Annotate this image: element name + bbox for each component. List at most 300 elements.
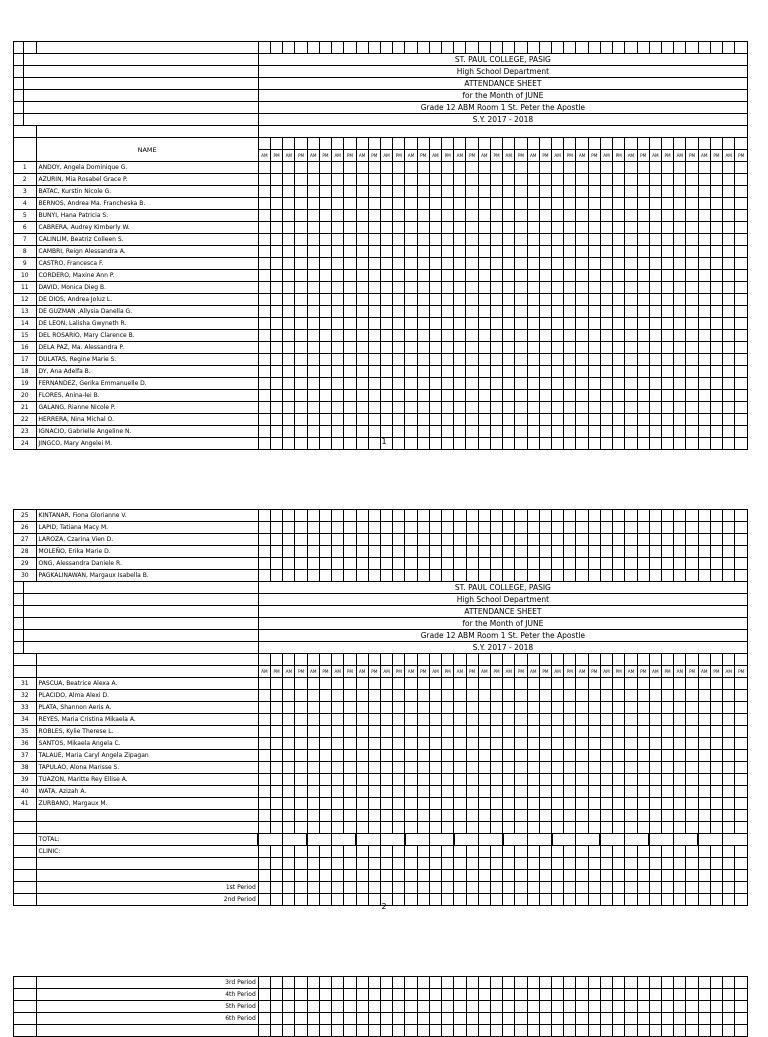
grid-cell[interactable] bbox=[588, 798, 600, 810]
grid-cell[interactable] bbox=[442, 786, 454, 798]
grid-cell[interactable] bbox=[564, 774, 576, 786]
grid-cell[interactable] bbox=[380, 534, 392, 546]
grid-cell[interactable] bbox=[271, 977, 283, 989]
grid-cell[interactable] bbox=[527, 882, 539, 894]
grid-cell[interactable] bbox=[429, 390, 441, 402]
grid-cell[interactable] bbox=[344, 690, 356, 702]
grid-cell[interactable] bbox=[454, 390, 466, 402]
grid-cell[interactable] bbox=[735, 1013, 748, 1025]
grid-cell[interactable] bbox=[686, 198, 698, 210]
grid-cell[interactable] bbox=[356, 306, 368, 318]
grid-cell[interactable] bbox=[417, 678, 429, 690]
grid-cell[interactable] bbox=[661, 378, 673, 390]
grid-cell[interactable] bbox=[307, 810, 319, 822]
grid-cell[interactable] bbox=[405, 342, 417, 354]
grid-cell[interactable] bbox=[429, 1025, 441, 1037]
grid-cell[interactable] bbox=[307, 174, 319, 186]
grid-cell[interactable] bbox=[674, 726, 686, 738]
grid-cell[interactable] bbox=[515, 390, 527, 402]
grid-cell[interactable] bbox=[344, 198, 356, 210]
grid-cell[interactable] bbox=[576, 246, 588, 258]
grid-cell[interactable] bbox=[649, 750, 661, 762]
total-cell[interactable] bbox=[698, 834, 722, 846]
grid-cell[interactable] bbox=[503, 989, 515, 1001]
grid-cell[interactable] bbox=[527, 858, 539, 870]
grid-cell[interactable] bbox=[295, 822, 307, 834]
grid-cell[interactable] bbox=[552, 42, 564, 54]
grid-cell[interactable] bbox=[270, 42, 282, 54]
grid-cell[interactable] bbox=[295, 858, 307, 870]
grid-cell[interactable] bbox=[442, 702, 454, 714]
grid-cell[interactable] bbox=[417, 510, 429, 522]
grid-cell[interactable] bbox=[466, 366, 478, 378]
grid-cell[interactable] bbox=[405, 426, 417, 438]
grid-cell[interactable] bbox=[271, 1025, 283, 1037]
grid-cell[interactable] bbox=[649, 870, 661, 882]
grid-cell[interactable] bbox=[271, 989, 283, 1001]
grid-cell[interactable] bbox=[356, 426, 368, 438]
total-cell[interactable] bbox=[283, 834, 307, 846]
grid-cell[interactable] bbox=[649, 798, 661, 810]
grid-cell[interactable] bbox=[637, 858, 649, 870]
grid-cell[interactable] bbox=[588, 558, 600, 570]
grid-cell[interactable] bbox=[662, 678, 674, 690]
grid-cell[interactable] bbox=[576, 342, 588, 354]
grid-cell[interactable] bbox=[295, 378, 307, 390]
grid-cell[interactable] bbox=[417, 198, 429, 210]
grid-cell[interactable] bbox=[380, 162, 392, 174]
grid-cell[interactable] bbox=[686, 558, 698, 570]
grid-cell[interactable] bbox=[613, 738, 625, 750]
total-cell[interactable] bbox=[454, 834, 478, 846]
grid-cell[interactable] bbox=[478, 330, 490, 342]
grid-cell[interactable] bbox=[295, 210, 307, 222]
grid-cell[interactable] bbox=[283, 654, 295, 666]
grid-cell[interactable] bbox=[661, 282, 673, 294]
grid-cell[interactable] bbox=[698, 210, 710, 222]
grid-cell[interactable] bbox=[271, 762, 283, 774]
grid-cell[interactable] bbox=[564, 558, 576, 570]
grid-cell[interactable] bbox=[552, 810, 564, 822]
grid-cell[interactable] bbox=[600, 270, 612, 282]
grid-cell[interactable] bbox=[600, 426, 612, 438]
grid-cell[interactable] bbox=[319, 786, 331, 798]
grid-cell[interactable] bbox=[319, 42, 331, 54]
grid-cell[interactable] bbox=[539, 786, 551, 798]
total-cell[interactable] bbox=[576, 834, 600, 846]
grid-cell[interactable] bbox=[490, 246, 502, 258]
grid-cell[interactable] bbox=[539, 1001, 551, 1013]
grid-cell[interactable] bbox=[564, 282, 576, 294]
grid-cell[interactable] bbox=[637, 558, 649, 570]
grid-cell[interactable] bbox=[552, 258, 564, 270]
grid-cell[interactable] bbox=[466, 870, 478, 882]
grid-cell[interactable] bbox=[600, 330, 612, 342]
grid-cell[interactable] bbox=[637, 690, 649, 702]
grid-cell[interactable] bbox=[380, 378, 392, 390]
grid-cell[interactable] bbox=[503, 750, 515, 762]
grid-cell[interactable] bbox=[564, 977, 576, 989]
grid-cell[interactable] bbox=[442, 810, 454, 822]
grid-cell[interactable] bbox=[429, 654, 441, 666]
grid-cell[interactable] bbox=[735, 198, 748, 210]
grid-cell[interactable] bbox=[564, 846, 576, 858]
grid-cell[interactable] bbox=[466, 702, 478, 714]
grid-cell[interactable] bbox=[515, 426, 527, 438]
grid-cell[interactable] bbox=[600, 822, 612, 834]
grid-cell[interactable] bbox=[674, 570, 686, 582]
grid-cell[interactable] bbox=[637, 402, 649, 414]
grid-cell[interactable] bbox=[625, 882, 637, 894]
grid-cell[interactable] bbox=[637, 750, 649, 762]
grid-cell[interactable] bbox=[258, 690, 270, 702]
grid-cell[interactable] bbox=[723, 222, 735, 234]
grid-cell[interactable] bbox=[588, 546, 600, 558]
grid-cell[interactable] bbox=[405, 702, 417, 714]
grid-cell[interactable] bbox=[380, 354, 392, 366]
grid-cell[interactable] bbox=[380, 750, 392, 762]
grid-cell[interactable] bbox=[539, 354, 551, 366]
grid-cell[interactable] bbox=[503, 222, 515, 234]
grid-cell[interactable] bbox=[380, 174, 392, 186]
grid-cell[interactable] bbox=[393, 1013, 405, 1025]
grid-cell[interactable] bbox=[295, 282, 307, 294]
grid-cell[interactable] bbox=[564, 198, 576, 210]
grid-cell[interactable] bbox=[417, 306, 429, 318]
grid-cell[interactable] bbox=[600, 1001, 612, 1013]
grid-cell[interactable] bbox=[710, 846, 722, 858]
grid-cell[interactable] bbox=[527, 426, 539, 438]
grid-cell[interactable] bbox=[539, 1025, 551, 1037]
grid-cell[interactable] bbox=[417, 858, 429, 870]
grid-cell[interactable] bbox=[417, 222, 429, 234]
grid-cell[interactable] bbox=[710, 690, 722, 702]
grid-cell[interactable] bbox=[588, 246, 600, 258]
grid-cell[interactable] bbox=[405, 510, 417, 522]
grid-cell[interactable] bbox=[356, 1025, 368, 1037]
grid-cell[interactable] bbox=[380, 270, 392, 282]
grid-cell[interactable] bbox=[564, 1025, 576, 1037]
grid-cell[interactable] bbox=[283, 989, 295, 1001]
grid-cell[interactable] bbox=[344, 738, 356, 750]
grid-cell[interactable] bbox=[674, 162, 686, 174]
grid-cell[interactable] bbox=[454, 678, 466, 690]
grid-cell[interactable] bbox=[527, 774, 539, 786]
grid-cell[interactable] bbox=[490, 750, 502, 762]
grid-cell[interactable] bbox=[735, 846, 748, 858]
grid-cell[interactable] bbox=[637, 138, 649, 150]
grid-cell[interactable] bbox=[613, 270, 625, 282]
grid-cell[interactable] bbox=[625, 714, 637, 726]
grid-cell[interactable] bbox=[429, 858, 441, 870]
grid-cell[interactable] bbox=[625, 726, 637, 738]
grid-cell[interactable] bbox=[454, 246, 466, 258]
grid-cell[interactable] bbox=[527, 798, 539, 810]
grid-cell[interactable] bbox=[307, 258, 319, 270]
grid-cell[interactable] bbox=[588, 426, 600, 438]
grid-cell[interactable] bbox=[490, 210, 502, 222]
grid-cell[interactable] bbox=[393, 678, 405, 690]
grid-cell[interactable] bbox=[515, 846, 527, 858]
grid-cell[interactable] bbox=[661, 138, 673, 150]
grid-cell[interactable] bbox=[405, 162, 417, 174]
grid-cell[interactable] bbox=[442, 738, 454, 750]
grid-cell[interactable] bbox=[283, 810, 295, 822]
grid-cell[interactable] bbox=[552, 510, 564, 522]
grid-cell[interactable] bbox=[295, 690, 307, 702]
grid-cell[interactable] bbox=[588, 378, 600, 390]
grid-cell[interactable] bbox=[344, 426, 356, 438]
grid-cell[interactable] bbox=[368, 210, 380, 222]
grid-cell[interactable] bbox=[503, 390, 515, 402]
grid-cell[interactable] bbox=[503, 762, 515, 774]
grid-cell[interactable] bbox=[527, 162, 539, 174]
grid-cell[interactable] bbox=[258, 414, 270, 426]
grid-cell[interactable] bbox=[698, 42, 710, 54]
grid-cell[interactable] bbox=[490, 654, 502, 666]
grid-cell[interactable] bbox=[503, 138, 515, 150]
grid-cell[interactable] bbox=[710, 510, 722, 522]
grid-cell[interactable] bbox=[454, 318, 466, 330]
grid-cell[interactable] bbox=[417, 1025, 429, 1037]
grid-cell[interactable] bbox=[552, 306, 564, 318]
grid-cell[interactable] bbox=[527, 678, 539, 690]
grid-cell[interactable] bbox=[539, 678, 551, 690]
grid-cell[interactable] bbox=[600, 989, 612, 1001]
grid-cell[interactable] bbox=[258, 678, 270, 690]
grid-cell[interactable] bbox=[319, 198, 331, 210]
grid-cell[interactable] bbox=[686, 977, 698, 989]
grid-cell[interactable] bbox=[625, 810, 637, 822]
grid-cell[interactable] bbox=[661, 366, 673, 378]
grid-cell[interactable] bbox=[515, 798, 527, 810]
grid-cell[interactable] bbox=[332, 534, 344, 546]
grid-cell[interactable] bbox=[295, 306, 307, 318]
grid-cell[interactable] bbox=[466, 210, 478, 222]
grid-cell[interactable] bbox=[270, 198, 282, 210]
grid-cell[interactable] bbox=[637, 989, 649, 1001]
grid-cell[interactable] bbox=[723, 977, 735, 989]
grid-cell[interactable] bbox=[405, 882, 417, 894]
grid-cell[interactable] bbox=[466, 858, 478, 870]
grid-cell[interactable] bbox=[344, 330, 356, 342]
grid-cell[interactable] bbox=[454, 210, 466, 222]
grid-cell[interactable] bbox=[344, 186, 356, 198]
grid-cell[interactable] bbox=[307, 534, 319, 546]
grid-cell[interactable] bbox=[442, 510, 454, 522]
grid-cell[interactable] bbox=[283, 546, 295, 558]
grid-cell[interactable] bbox=[723, 750, 735, 762]
grid-cell[interactable] bbox=[564, 810, 576, 822]
grid-cell[interactable] bbox=[503, 258, 515, 270]
grid-cell[interactable] bbox=[454, 882, 466, 894]
grid-cell[interactable] bbox=[466, 318, 478, 330]
grid-cell[interactable] bbox=[356, 786, 368, 798]
grid-cell[interactable] bbox=[552, 522, 564, 534]
grid-cell[interactable] bbox=[332, 822, 344, 834]
grid-cell[interactable] bbox=[735, 558, 748, 570]
grid-cell[interactable] bbox=[649, 546, 661, 558]
grid-cell[interactable] bbox=[723, 786, 735, 798]
grid-cell[interactable] bbox=[490, 558, 502, 570]
grid-cell[interactable] bbox=[454, 294, 466, 306]
grid-cell[interactable] bbox=[393, 198, 405, 210]
grid-cell[interactable] bbox=[319, 738, 331, 750]
grid-cell[interactable] bbox=[319, 654, 331, 666]
grid-cell[interactable] bbox=[393, 546, 405, 558]
grid-cell[interactable] bbox=[332, 558, 344, 570]
grid-cell[interactable] bbox=[344, 570, 356, 582]
grid-cell[interactable] bbox=[515, 366, 527, 378]
grid-cell[interactable] bbox=[442, 366, 454, 378]
grid-cell[interactable] bbox=[466, 798, 478, 810]
total-cell[interactable] bbox=[649, 834, 673, 846]
grid-cell[interactable] bbox=[564, 330, 576, 342]
grid-cell[interactable] bbox=[442, 390, 454, 402]
grid-cell[interactable] bbox=[454, 234, 466, 246]
grid-cell[interactable] bbox=[503, 774, 515, 786]
grid-cell[interactable] bbox=[710, 306, 722, 318]
grid-cell[interactable] bbox=[637, 210, 649, 222]
grid-cell[interactable] bbox=[332, 246, 344, 258]
grid-cell[interactable] bbox=[393, 306, 405, 318]
grid-cell[interactable] bbox=[515, 977, 527, 989]
grid-cell[interactable] bbox=[258, 222, 270, 234]
grid-cell[interactable] bbox=[723, 246, 735, 258]
grid-cell[interactable] bbox=[490, 762, 502, 774]
grid-cell[interactable] bbox=[637, 654, 649, 666]
grid-cell[interactable] bbox=[332, 977, 344, 989]
grid-cell[interactable] bbox=[466, 294, 478, 306]
grid-cell[interactable] bbox=[710, 294, 722, 306]
grid-cell[interactable] bbox=[380, 774, 392, 786]
grid-cell[interactable] bbox=[600, 558, 612, 570]
grid-cell[interactable] bbox=[600, 222, 612, 234]
grid-cell[interactable] bbox=[552, 378, 564, 390]
grid-cell[interactable] bbox=[674, 294, 686, 306]
grid-cell[interactable] bbox=[319, 1001, 331, 1013]
grid-cell[interactable] bbox=[588, 1013, 600, 1025]
grid-cell[interactable] bbox=[503, 858, 515, 870]
grid-cell[interactable] bbox=[307, 306, 319, 318]
grid-cell[interactable] bbox=[332, 774, 344, 786]
grid-cell[interactable] bbox=[613, 858, 625, 870]
grid-cell[interactable] bbox=[368, 390, 380, 402]
grid-cell[interactable] bbox=[258, 714, 270, 726]
grid-cell[interactable] bbox=[637, 270, 649, 282]
grid-cell[interactable] bbox=[332, 414, 344, 426]
grid-cell[interactable] bbox=[417, 1001, 429, 1013]
grid-cell[interactable] bbox=[588, 174, 600, 186]
grid-cell[interactable] bbox=[490, 174, 502, 186]
grid-cell[interactable] bbox=[356, 42, 368, 54]
grid-cell[interactable] bbox=[503, 162, 515, 174]
grid-cell[interactable] bbox=[527, 690, 539, 702]
grid-cell[interactable] bbox=[368, 678, 380, 690]
grid-cell[interactable] bbox=[710, 270, 722, 282]
grid-cell[interactable] bbox=[552, 989, 564, 1001]
grid-cell[interactable] bbox=[307, 570, 319, 582]
grid-cell[interactable] bbox=[674, 702, 686, 714]
grid-cell[interactable] bbox=[295, 702, 307, 714]
grid-cell[interactable] bbox=[661, 402, 673, 414]
grid-cell[interactable] bbox=[429, 174, 441, 186]
grid-cell[interactable] bbox=[686, 678, 698, 690]
grid-cell[interactable] bbox=[307, 678, 319, 690]
grid-cell[interactable] bbox=[466, 522, 478, 534]
grid-cell[interactable] bbox=[613, 810, 625, 822]
grid-cell[interactable] bbox=[539, 882, 551, 894]
grid-cell[interactable] bbox=[613, 42, 625, 54]
grid-cell[interactable] bbox=[380, 210, 392, 222]
grid-cell[interactable] bbox=[539, 1013, 551, 1025]
grid-cell[interactable] bbox=[283, 306, 295, 318]
grid-cell[interactable] bbox=[454, 858, 466, 870]
grid-cell[interactable] bbox=[454, 402, 466, 414]
grid-cell[interactable] bbox=[503, 714, 515, 726]
grid-cell[interactable] bbox=[588, 714, 600, 726]
grid-cell[interactable] bbox=[723, 258, 735, 270]
grid-cell[interactable] bbox=[332, 714, 344, 726]
grid-cell[interactable] bbox=[564, 1013, 576, 1025]
grid-cell[interactable] bbox=[490, 378, 502, 390]
grid-cell[interactable] bbox=[539, 810, 551, 822]
grid-cell[interactable] bbox=[649, 774, 661, 786]
grid-cell[interactable] bbox=[600, 977, 612, 989]
grid-cell[interactable] bbox=[600, 378, 612, 390]
grid-cell[interactable] bbox=[417, 989, 429, 1001]
grid-cell[interactable] bbox=[723, 738, 735, 750]
grid-cell[interactable] bbox=[723, 870, 735, 882]
grid-cell[interactable] bbox=[258, 162, 270, 174]
grid-cell[interactable] bbox=[344, 654, 356, 666]
grid-cell[interactable] bbox=[368, 522, 380, 534]
grid-cell[interactable] bbox=[649, 318, 661, 330]
grid-cell[interactable] bbox=[625, 270, 637, 282]
grid-cell[interactable] bbox=[735, 702, 748, 714]
grid-cell[interactable] bbox=[564, 570, 576, 582]
grid-cell[interactable] bbox=[576, 510, 588, 522]
grid-cell[interactable] bbox=[735, 810, 748, 822]
grid-cell[interactable] bbox=[588, 198, 600, 210]
grid-cell[interactable] bbox=[686, 810, 698, 822]
grid-cell[interactable] bbox=[393, 162, 405, 174]
grid-cell[interactable] bbox=[490, 426, 502, 438]
grid-cell[interactable] bbox=[442, 282, 454, 294]
grid-cell[interactable] bbox=[649, 1001, 661, 1013]
grid-cell[interactable] bbox=[698, 858, 710, 870]
grid-cell[interactable] bbox=[698, 654, 710, 666]
grid-cell[interactable] bbox=[478, 822, 490, 834]
grid-cell[interactable] bbox=[478, 654, 490, 666]
grid-cell[interactable] bbox=[723, 186, 735, 198]
grid-cell[interactable] bbox=[478, 858, 490, 870]
grid-cell[interactable] bbox=[417, 390, 429, 402]
grid-cell[interactable] bbox=[649, 198, 661, 210]
grid-cell[interactable] bbox=[600, 318, 612, 330]
grid-cell[interactable] bbox=[698, 1013, 710, 1025]
grid-cell[interactable] bbox=[307, 726, 319, 738]
grid-cell[interactable] bbox=[332, 234, 344, 246]
grid-cell[interactable] bbox=[674, 810, 686, 822]
grid-cell[interactable] bbox=[332, 390, 344, 402]
grid-cell[interactable] bbox=[503, 810, 515, 822]
grid-cell[interactable] bbox=[332, 546, 344, 558]
grid-cell[interactable] bbox=[271, 510, 283, 522]
grid-cell[interactable] bbox=[527, 738, 539, 750]
grid-cell[interactable] bbox=[735, 402, 748, 414]
grid-cell[interactable] bbox=[356, 138, 368, 150]
